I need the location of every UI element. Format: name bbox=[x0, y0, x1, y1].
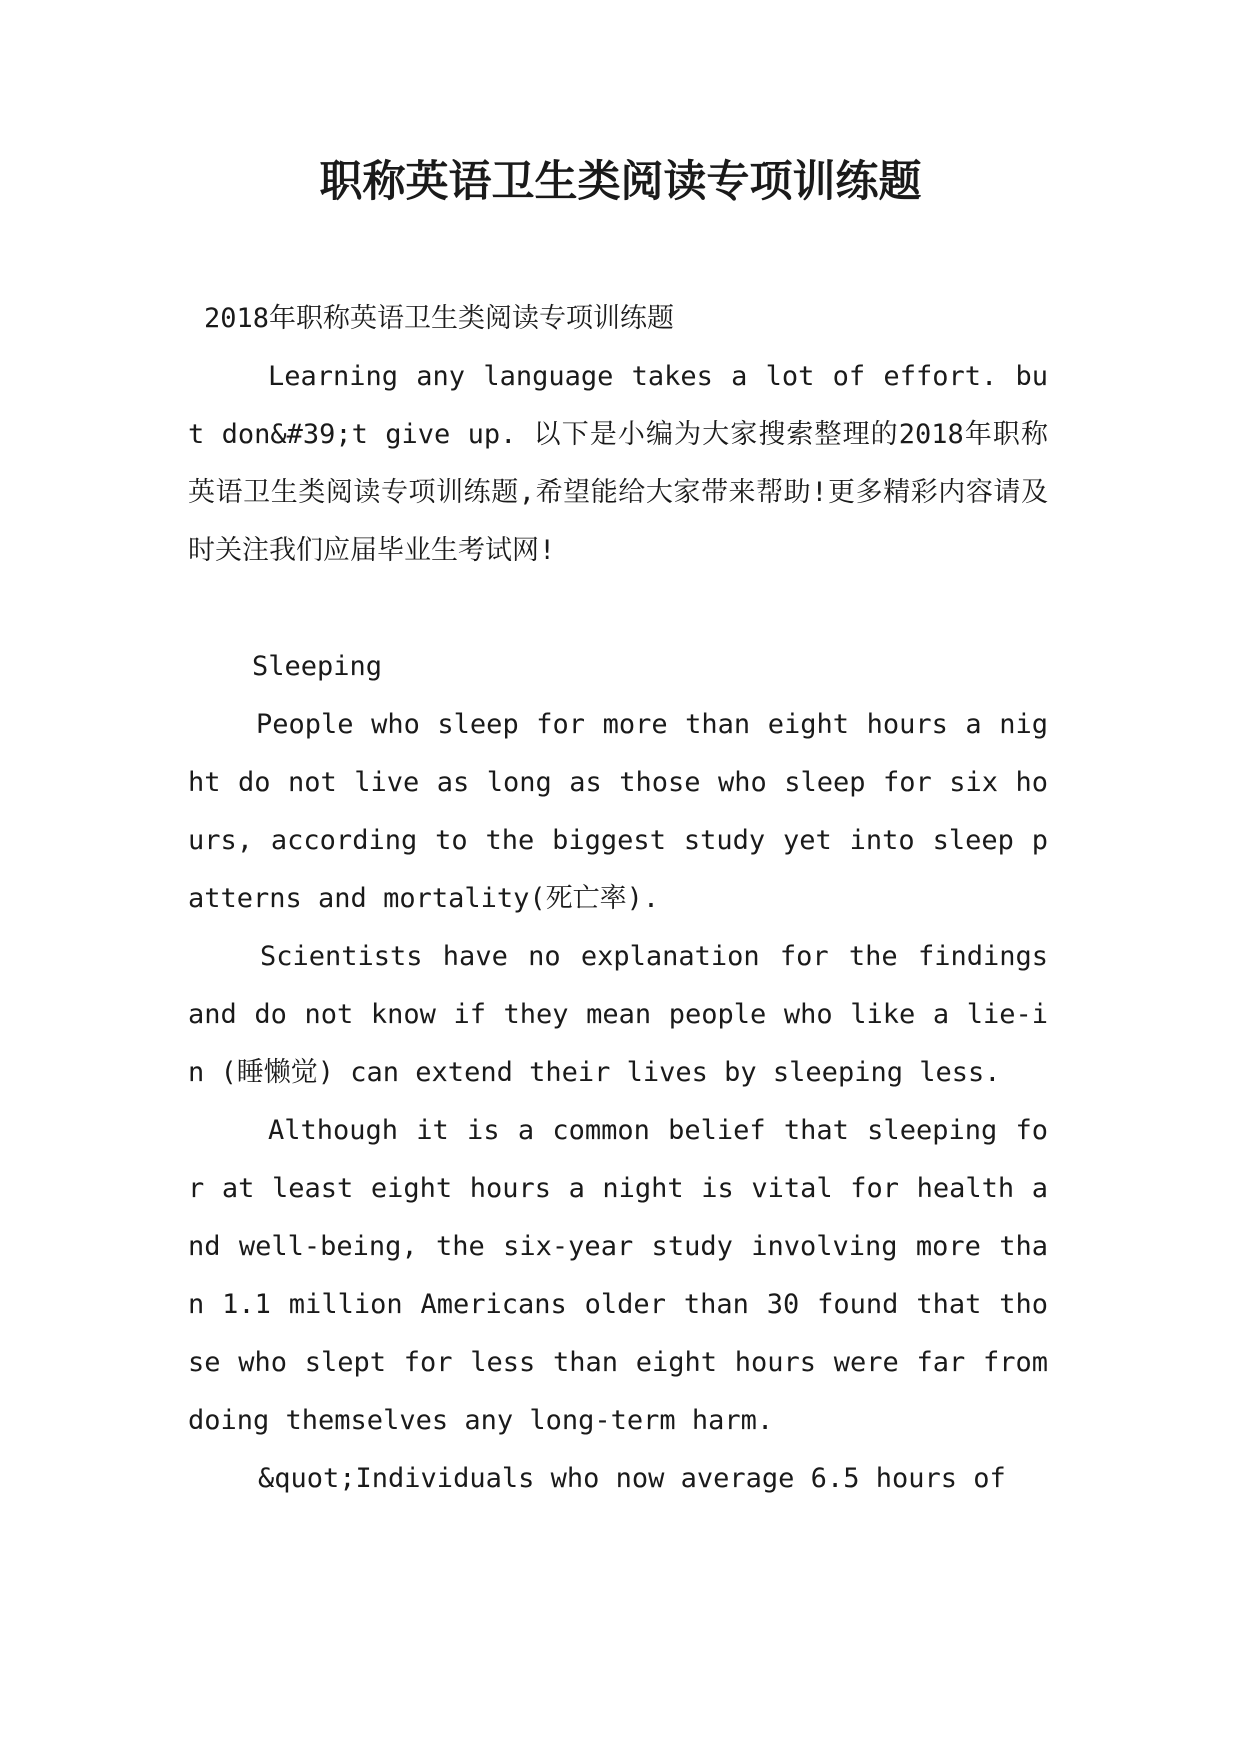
intro-paragraph: Learning any language takes a lot of effort. but don&#39;t give up. 以下是小编为大家搜索整理的2018年职称英语卫生类阅读专项训练题,希望能给大家带来帮助!更多精彩内容请及时关注我们应届毕业生考试网! bbox=[188, 361, 1048, 566]
section-heading: Sleeping bbox=[252, 651, 383, 682]
document-title: 职称英语卫生类阅读专项训练题 bbox=[319, 157, 922, 207]
body-paragraph: Although it is a common belief that sleeping for at least eight hours a night is vital for health and well-being, the six-year study involving more than 1.1 million Americans older than 30 found that those who slept for less than eight hours were far from doing themselves any long-term harm. bbox=[188, 1115, 1048, 1436]
body-paragraph: &quot;Individuals who now average 6.5 hours of bbox=[258, 1463, 1006, 1494]
paragraph-spacer bbox=[188, 580, 1048, 638]
document-subtitle: 2018年职称英语卫生类阅读专项训练题 bbox=[204, 303, 675, 334]
body-paragraph: Scientists have no explanation for the findings and do not know if they mean people who like a lie-in (睡懒觉) can extend their lives by sleeping less. bbox=[188, 941, 1048, 1088]
body-paragraph: People who sleep for more than eight hours a night do not live as long as those who sleep for six hours, according to the biggest study yet into sleep patterns and mortality(死亡率). bbox=[188, 709, 1048, 914]
document-body bbox=[188, 290, 1048, 1508]
